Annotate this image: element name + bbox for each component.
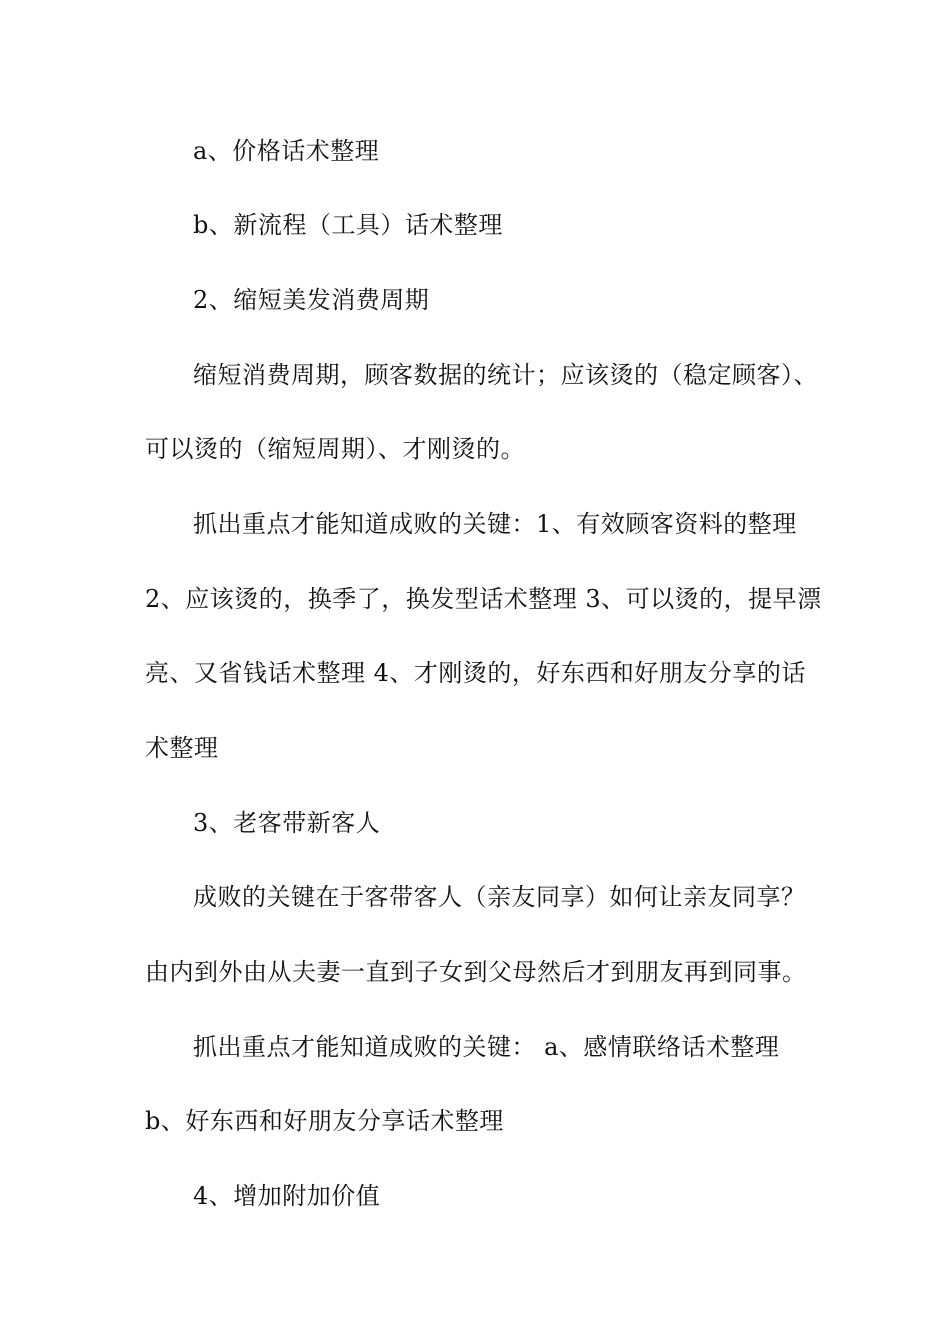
section-heading-4: 4、增加附加价值 (193, 1182, 381, 1210)
section-heading-2: 2、缩短美发消费周期 (193, 286, 430, 314)
paragraph-line: 抓出重点才能知道成败的关键： a、感情联络话术整理 (193, 1033, 780, 1061)
paragraph-line: b、好东西和好朋友分享话术整理 (145, 1107, 504, 1135)
paragraph-line: 术整理 (145, 734, 219, 762)
list-item-a-price-script: a、价格话术整理 (193, 137, 380, 165)
paragraph-line: 缩短消费周期，顾客数据的统计；应该烫的（稳定顾客）、 (193, 361, 818, 389)
paragraph-line: 可以烫的（缩短周期）、才刚烫的。 (145, 435, 525, 463)
paragraph-line: 成败的关键在于客带客人（亲友同享）如何让亲友同享？ (193, 883, 806, 911)
paragraph-line: 亮、又省钱话术整理 4、才刚烫的，好东西和好朋友分享的话 (145, 659, 806, 687)
paragraph-line: 由内到外由从夫妻一直到子女到父母然后才到朋友再到同事。 (145, 958, 807, 986)
list-item-b-new-process-script: b、新流程（工具）话术整理 (193, 211, 503, 239)
paragraph-line: 2、应该烫的，换季了，换发型话术整理 3、可以烫的，提早漂 (145, 585, 822, 613)
paragraph-line: 抓出重点才能知道成败的关键：1、有效顾客资料的整理 (193, 510, 797, 538)
section-heading-3: 3、老客带新客人 (193, 809, 381, 837)
